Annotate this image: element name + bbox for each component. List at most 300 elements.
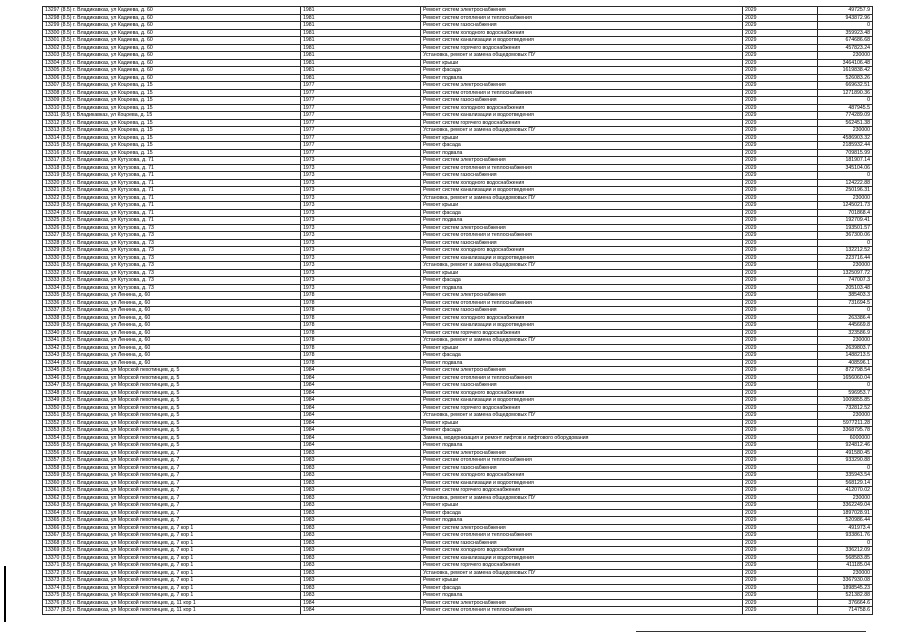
- cell-cost: 521382.88: [818, 592, 873, 600]
- table-row: [43, 524, 873, 532]
- cell-work-type: Ремонт систем холодного водоснабжения: [421, 389, 743, 397]
- cell-address: 13302 (8.5) г. Владикавказ, ул Кадиева, д. 60: [43, 44, 301, 52]
- cell-cost: 701868.4: [818, 209, 873, 217]
- cell-address: 13335 (8.5) г. Владикавказ, ул Ленина, д. 60: [43, 292, 301, 300]
- cell-plan-year: 2029: [743, 307, 818, 315]
- cell-address: 13303 (8.5) г. Владикавказ, ул Кадиева, д. 60: [43, 52, 301, 60]
- cell-build-year: 1978: [301, 352, 421, 360]
- cell-address: 13347 (8.5) г. Владикавказ, ул Морской пехотинцев, д. 5: [43, 382, 301, 390]
- cell-build-year: 1984: [301, 367, 421, 375]
- cell-build-year: 1983: [301, 577, 421, 585]
- cell-work-type: Ремонт систем отопления и теплоснабжения: [421, 607, 743, 615]
- table-row: [43, 607, 873, 615]
- cell-address: 13321 (8.5) г. Владикавказ, ул Кутузова, д. 71: [43, 187, 301, 195]
- cell-cost: 132212.52: [818, 247, 873, 255]
- cell-plan-year: 2029: [743, 104, 818, 112]
- cell-address: 13320 (8.5) г. Владикавказ, ул Кутузова, д. 71: [43, 179, 301, 187]
- cell-work-type: Установка, ремонт и замена общедомовых ПУ: [421, 569, 743, 577]
- cell-work-type: Ремонт подвала: [421, 149, 743, 157]
- table-row: [43, 292, 873, 300]
- cell-build-year: 1977: [301, 127, 421, 135]
- cell-plan-year: 2029: [743, 547, 818, 555]
- cell-cost: 230000: [818, 494, 873, 502]
- cell-build-year: 1983: [301, 554, 421, 562]
- cell-build-year: 1973: [301, 254, 421, 262]
- cell-address: 13369 (8.5) г. Владикавказ, ул Морской пехотинцев, д. 7 кор 1: [43, 547, 301, 555]
- table-row: [43, 584, 873, 592]
- cell-work-type: Ремонт систем холодного водоснабжения: [421, 29, 743, 37]
- cell-work-type: Ремонт систем отопления и теплоснабжения: [421, 457, 743, 465]
- cell-build-year: 1977: [301, 97, 421, 105]
- table-row: [43, 344, 873, 352]
- cell-cost: 1009855.85: [818, 397, 873, 405]
- cell-address: 13334 (8.5) г. Владикавказ, ул Кутузова, д. 73: [43, 284, 301, 292]
- cell-cost: 411185.04: [818, 562, 873, 570]
- cell-address: 13337 (8.5) г. Владикавказ, ул Ленина, д. 60: [43, 307, 301, 315]
- cell-build-year: 1984: [301, 404, 421, 412]
- cell-cost: 731694.5: [818, 299, 873, 307]
- cell-cost: 526083.26: [818, 74, 873, 82]
- cell-address: 13332 (8.5) г. Владикавказ, ул Кутузова, д. 73: [43, 269, 301, 277]
- cell-work-type: Ремонт фасада: [421, 584, 743, 592]
- cell-plan-year: 2029: [743, 457, 818, 465]
- cell-work-type: Ремонт крыши: [421, 59, 743, 67]
- table-row: [43, 434, 873, 442]
- cell-work-type: Ремонт подвала: [421, 592, 743, 600]
- table-row: [43, 284, 873, 292]
- cell-cost: 263386.4: [818, 314, 873, 322]
- cell-address: 13360 (8.5) г. Владикавказ, ул Морской пехотинцев, д. 7: [43, 479, 301, 487]
- cell-address: 13359 (8.5) г. Владикавказ, ул Морской пехотинцев, д. 7: [43, 472, 301, 480]
- cell-cost: 359923.48: [818, 29, 873, 37]
- cell-cost: 933861.76: [818, 532, 873, 540]
- cell-build-year: 1973: [301, 247, 421, 255]
- table-row: [43, 509, 873, 517]
- cell-address: 13314 (8.5) г. Владикавказ, ул Коцоева, д. 15: [43, 134, 301, 142]
- cell-work-type: Ремонт фасада: [421, 209, 743, 217]
- cell-plan-year: 2029: [743, 382, 818, 390]
- cell-address: 13318 (8.5) г. Владикавказ, ул Кутузова, д. 71: [43, 164, 301, 172]
- cell-plan-year: 2029: [743, 479, 818, 487]
- table-row: [43, 187, 873, 195]
- cell-plan-year: 2029: [743, 472, 818, 480]
- cell-build-year: 1981: [301, 37, 421, 45]
- cell-build-year: 1977: [301, 142, 421, 150]
- table-row: [43, 202, 873, 210]
- table-row: [43, 472, 873, 480]
- cell-plan-year: 2029: [743, 509, 818, 517]
- cell-cost: 3367930.08: [818, 577, 873, 585]
- cell-build-year: 1973: [301, 179, 421, 187]
- cell-build-year: 1983: [301, 539, 421, 547]
- cell-work-type: Ремонт подвала: [421, 284, 743, 292]
- cell-plan-year: 2029: [743, 554, 818, 562]
- table-row: [43, 127, 873, 135]
- cell-address: 13315 (8.5) г. Владикавказ, ул Коцоева, д. 15: [43, 142, 301, 150]
- cell-build-year: 1983: [301, 592, 421, 600]
- cell-work-type: Ремонт систем электроснабжения: [421, 224, 743, 232]
- cell-cost: 1271890.36: [818, 89, 873, 97]
- cell-plan-year: 2029: [743, 22, 818, 30]
- table-row: [43, 374, 873, 382]
- cell-build-year: 1983: [301, 562, 421, 570]
- cell-address: 13330 (8.5) г. Владикавказ, ул Кутузова, д. 73: [43, 254, 301, 262]
- cell-cost: 1619838.42: [818, 67, 873, 75]
- cell-work-type: Ремонт крыши: [421, 202, 743, 210]
- cell-address: 13299 (8.5) г. Владикавказ, ул Кадиева, д. 60: [43, 22, 301, 30]
- table-row: [43, 307, 873, 315]
- cell-plan-year: 2029: [743, 374, 818, 382]
- table-row: [43, 367, 873, 375]
- cell-build-year: 1978: [301, 344, 421, 352]
- cell-build-year: 1977: [301, 112, 421, 120]
- cell-plan-year: 2029: [743, 449, 818, 457]
- cell-work-type: Ремонт систем электроснабжения: [421, 292, 743, 300]
- cell-build-year: 1983: [301, 524, 421, 532]
- table-row: [43, 104, 873, 112]
- cell-work-type: Ремонт систем электроснабжения: [421, 449, 743, 457]
- cell-cost: 487945.5: [818, 104, 873, 112]
- cell-plan-year: 2029: [743, 149, 818, 157]
- cell-build-year: 1977: [301, 134, 421, 142]
- cell-plan-year: 2029: [743, 269, 818, 277]
- cell-build-year: 1981: [301, 22, 421, 30]
- cell-work-type: Ремонт систем электроснабжения: [421, 7, 743, 15]
- cell-address: 13300 (8.5) г. Владикавказ, ул Кадиева, д. 60: [43, 29, 301, 37]
- cell-address: 13340 (8.5) г. Владикавказ, ул Ленина, д. 60: [43, 329, 301, 337]
- cell-address: 13374 (8.5) г. Владикавказ, ул Морской пехотинцев, д. 7 кор 1: [43, 584, 301, 592]
- cell-build-year: 1977: [301, 89, 421, 97]
- cell-address: 13328 (8.5) г. Владикавказ, ул Кутузова, д. 73: [43, 239, 301, 247]
- cell-build-year: 1981: [301, 14, 421, 22]
- table-row: [43, 419, 873, 427]
- cell-build-year: 1973: [301, 202, 421, 210]
- table-row: [43, 14, 873, 22]
- cell-cost: 491580.45: [818, 449, 873, 457]
- cell-address: 13364 (8.5) г. Владикавказ, ул Морской пехотинцев, д. 7: [43, 509, 301, 517]
- cell-work-type: Ремонт систем электроснабжения: [421, 82, 743, 90]
- cell-work-type: Ремонт систем холодного водоснабжения: [421, 314, 743, 322]
- cell-work-type: Ремонт систем отопления и теплоснабжения: [421, 532, 743, 540]
- table-row: [43, 412, 873, 420]
- cell-plan-year: 2029: [743, 172, 818, 180]
- cell-plan-year: 2029: [743, 209, 818, 217]
- cell-work-type: Ремонт систем холодного водоснабжения: [421, 104, 743, 112]
- cell-plan-year: 2029: [743, 292, 818, 300]
- cell-build-year: 1973: [301, 164, 421, 172]
- table-row: [43, 329, 873, 337]
- table-row: [43, 247, 873, 255]
- cell-plan-year: 2029: [743, 419, 818, 427]
- cell-address: 13338 (8.5) г. Владикавказ, ул Ленина, д. 60: [43, 314, 301, 322]
- cell-build-year: 1981: [301, 67, 421, 75]
- cell-work-type: Установка, ремонт и замена общедомовых ПУ: [421, 52, 743, 60]
- table-body: [43, 7, 873, 615]
- cell-build-year: 1978: [301, 322, 421, 330]
- cell-plan-year: 2029: [743, 584, 818, 592]
- cell-address: 13376 (8.5) г. Владикавказ, ул Морской пехотинцев, д. 11 кор 1: [43, 599, 301, 607]
- cell-address: 13342 (8.5) г. Владикавказ, ул Ленина, д. 60: [43, 344, 301, 352]
- table-row: [43, 569, 873, 577]
- cell-cost: 412070.02: [818, 487, 873, 495]
- cell-address: 13317 (8.5) г. Владикавказ, ул Кутузова, д. 71: [43, 157, 301, 165]
- table-row: [43, 194, 873, 202]
- table-row: [43, 487, 873, 495]
- cell-address: 13305 (8.5) г. Владикавказ, ул Кадиева, д. 60: [43, 67, 301, 75]
- cell-cost: 0: [818, 22, 873, 30]
- cell-work-type: Ремонт систем отопления и теплоснабжения: [421, 164, 743, 172]
- table-row: [43, 382, 873, 390]
- cell-plan-year: 2029: [743, 412, 818, 420]
- cell-plan-year: 2029: [743, 577, 818, 585]
- cell-build-year: 1983: [301, 464, 421, 472]
- cell-work-type: Ремонт систем горячего водоснабжения: [421, 119, 743, 127]
- cell-cost: 3464106.48: [818, 59, 873, 67]
- cell-cost: 376664.6: [818, 599, 873, 607]
- cell-cost: 6000000: [818, 434, 873, 442]
- cell-work-type: Установка, ремонт и замена общедомовых ПУ: [421, 127, 743, 135]
- cell-cost: 230000: [818, 262, 873, 270]
- cell-address: 13352 (8.5) г. Владикавказ, ул Морской пехотинцев, д. 5: [43, 419, 301, 427]
- cell-plan-year: 2029: [743, 82, 818, 90]
- cell-build-year: 1973: [301, 224, 421, 232]
- cell-cost: 568583.85: [818, 554, 873, 562]
- cell-plan-year: 2029: [743, 517, 818, 525]
- cell-plan-year: 2029: [743, 284, 818, 292]
- cell-build-year: 1973: [301, 284, 421, 292]
- cell-plan-year: 2029: [743, 442, 818, 450]
- table-row: [43, 134, 873, 142]
- cell-plan-year: 2029: [743, 247, 818, 255]
- cell-plan-year: 2029: [743, 224, 818, 232]
- cell-build-year: 1973: [301, 217, 421, 225]
- cell-address: 13365 (8.5) г. Владикавказ, ул Морской пехотинцев, д. 7: [43, 517, 301, 525]
- cell-address: 13343 (8.5) г. Владикавказ, ул Ленина, д. 60: [43, 352, 301, 360]
- cell-cost: 1898545.23: [818, 584, 873, 592]
- cell-plan-year: 2029: [743, 404, 818, 412]
- cell-build-year: 1981: [301, 7, 421, 15]
- cell-address: 13373 (8.5) г. Владикавказ, ул Морской пехотинцев, д. 7 кор 1: [43, 577, 301, 585]
- cell-address: 13313 (8.5) г. Владикавказ, ул Коцоева, д. 15: [43, 127, 301, 135]
- cell-work-type: Ремонт систем электроснабжения: [421, 599, 743, 607]
- cell-cost: 933290.88: [818, 457, 873, 465]
- cell-build-year: 1983: [301, 509, 421, 517]
- cell-cost: 0: [818, 539, 873, 547]
- cell-work-type: Ремонт систем газоснабжения: [421, 307, 743, 315]
- cell-work-type: Ремонт подвала: [421, 359, 743, 367]
- cell-cost: 709815.99: [818, 149, 873, 157]
- cell-address: 13339 (8.5) г. Владикавказ, ул Ленина, д. 60: [43, 322, 301, 330]
- cell-work-type: Ремонт подвала: [421, 74, 743, 82]
- cell-work-type: Ремонт систем горячего водоснабжения: [421, 329, 743, 337]
- cell-address: 13367 (8.5) г. Владикавказ, ул Морской пехотинцев, д. 7 кор 1: [43, 532, 301, 540]
- table-row: [43, 29, 873, 37]
- table-row: [43, 359, 873, 367]
- table-row: [43, 44, 873, 52]
- table-row: [43, 322, 873, 330]
- cell-plan-year: 2029: [743, 97, 818, 105]
- cell-cost: 674686.68: [818, 37, 873, 45]
- cell-cost: 457823.24: [818, 44, 873, 52]
- table-row: [43, 314, 873, 322]
- cell-cost: 230000: [818, 52, 873, 60]
- cell-work-type: Замена, модернизация и ремонт лифтов и лифтового оборудования: [421, 434, 743, 442]
- cell-cost: 230000: [818, 569, 873, 577]
- cell-work-type: Ремонт крыши: [421, 344, 743, 352]
- cell-cost: 4586903.32: [818, 134, 873, 142]
- table-row: [43, 599, 873, 607]
- cell-address: 13348 (8.5) г. Владикавказ, ул Морской пехотинцев, д. 5: [43, 389, 301, 397]
- cell-cost: 3368795.78: [818, 427, 873, 435]
- cell-work-type: Ремонт систем газоснабжения: [421, 239, 743, 247]
- cell-plan-year: 2029: [743, 67, 818, 75]
- cell-build-year: 1981: [301, 59, 421, 67]
- table-row: [43, 149, 873, 157]
- cell-work-type: Ремонт систем горячего водоснабжения: [421, 404, 743, 412]
- cell-build-year: 1984: [301, 434, 421, 442]
- table-row: [43, 217, 873, 225]
- cell-address: 13304 (8.5) г. Владикавказ, ул Кадиева, д. 60: [43, 59, 301, 67]
- cell-work-type: Ремонт крыши: [421, 419, 743, 427]
- table-row: [43, 389, 873, 397]
- cell-build-year: 1981: [301, 52, 421, 60]
- cell-address: 13297 (8.5) г. Владикавказ, ул Кадиева, д. 60: [43, 7, 301, 15]
- cell-build-year: 1973: [301, 209, 421, 217]
- cell-cost: 445669.8: [818, 322, 873, 330]
- cell-plan-year: 2029: [743, 397, 818, 405]
- cell-plan-year: 2029: [743, 434, 818, 442]
- table-row: [43, 74, 873, 82]
- cell-cost: 774289.09: [818, 112, 873, 120]
- cell-plan-year: 2029: [743, 262, 818, 270]
- table-row: [43, 97, 873, 105]
- cell-plan-year: 2029: [743, 562, 818, 570]
- cell-cost: 943872.96: [818, 14, 873, 22]
- cell-build-year: 1973: [301, 157, 421, 165]
- cell-work-type: Ремонт фасада: [421, 277, 743, 285]
- cell-plan-year: 2029: [743, 337, 818, 345]
- table-row: [43, 112, 873, 120]
- cell-address: 13327 (8.5) г. Владикавказ, ул Кутузова, д. 73: [43, 232, 301, 240]
- table-row: [43, 337, 873, 345]
- table-row: [43, 427, 873, 435]
- cell-build-year: 1983: [301, 487, 421, 495]
- cell-plan-year: 2029: [743, 254, 818, 262]
- cell-work-type: Ремонт подвала: [421, 217, 743, 225]
- cell-address: 13310 (8.5) г. Владикавказ, ул Коцоева, д. 15: [43, 104, 301, 112]
- signature-line: [636, 631, 866, 632]
- cell-build-year: 1978: [301, 299, 421, 307]
- cell-plan-year: 2029: [743, 367, 818, 375]
- cell-address: 13346 (8.5) г. Владикавказ, ул Морской пехотинцев, д. 5: [43, 374, 301, 382]
- table-row: [43, 262, 873, 270]
- table-row: [43, 397, 873, 405]
- cell-work-type: Ремонт фасада: [421, 142, 743, 150]
- cell-build-year: 1977: [301, 119, 421, 127]
- cell-address: 13312 (8.5) г. Владикавказ, ул Коцоева, д. 15: [43, 119, 301, 127]
- cell-cost: 497257.9: [818, 7, 873, 15]
- cell-work-type: Ремонт систем канализации и водоотведения: [421, 554, 743, 562]
- cell-work-type: Ремонт систем канализации и водоотведения: [421, 322, 743, 330]
- cell-address: 13323 (8.5) г. Владикавказ, ул Кутузова, д. 71: [43, 202, 301, 210]
- cell-cost: 1245021.73: [818, 202, 873, 210]
- cell-address: 13306 (8.5) г. Владикавказ, ул Кадиева, д. 60: [43, 74, 301, 82]
- cell-work-type: Ремонт систем канализации и водоотведения: [421, 187, 743, 195]
- cell-cost: 223716.44: [818, 254, 873, 262]
- cell-address: 13362 (8.5) г. Владикавказ, ул Морской пехотинцев, д. 7: [43, 494, 301, 502]
- cell-address: 13344 (8.5) г. Владикавказ, ул Ленина, д. 60: [43, 359, 301, 367]
- cell-address: 13331 (8.5) г. Владикавказ, ул Кутузова, д. 73: [43, 262, 301, 270]
- left-margin-bar: [4, 566, 6, 622]
- cell-build-year: 1977: [301, 82, 421, 90]
- cell-plan-year: 2029: [743, 352, 818, 360]
- cell-cost: 0: [818, 464, 873, 472]
- cell-work-type: Установка, ремонт и замена общедомовых ПУ: [421, 262, 743, 270]
- cell-plan-year: 2029: [743, 7, 818, 15]
- cell-plan-year: 2029: [743, 127, 818, 135]
- cell-plan-year: 2029: [743, 164, 818, 172]
- cell-cost: 0: [818, 382, 873, 390]
- cell-cost: 124222.88: [818, 179, 873, 187]
- cell-work-type: Ремонт систем электроснабжения: [421, 367, 743, 375]
- cell-cost: 732812.52: [818, 404, 873, 412]
- table-row: [43, 299, 873, 307]
- cell-build-year: 1973: [301, 262, 421, 270]
- cell-plan-year: 2029: [743, 277, 818, 285]
- table-row: [43, 22, 873, 30]
- cell-address: 13341 (8.5) г. Владикавказ, ул Ленина, д. 60: [43, 337, 301, 345]
- cell-work-type: Ремонт систем газоснабжения: [421, 22, 743, 30]
- cell-work-type: Ремонт систем электроснабжения: [421, 157, 743, 165]
- cell-plan-year: 2029: [743, 464, 818, 472]
- cell-address: 13333 (8.5) г. Владикавказ, ул Кутузова, д. 73: [43, 277, 301, 285]
- cell-plan-year: 2029: [743, 599, 818, 607]
- cell-build-year: 1981: [301, 44, 421, 52]
- cell-plan-year: 2029: [743, 74, 818, 82]
- cell-address: 13370 (8.5) г. Владикавказ, ул Морской пехотинцев, д. 7 кор 1: [43, 554, 301, 562]
- cell-work-type: Ремонт систем холодного водоснабжения: [421, 247, 743, 255]
- cell-address: 13358 (8.5) г. Владикавказ, ул Морской пехотинцев, д. 7: [43, 464, 301, 472]
- cell-address: 13366 (8.5) г. Владикавказ, ул Морской пехотинцев, д. 7 кор 1: [43, 524, 301, 532]
- table-row: [43, 254, 873, 262]
- cell-cost: 1325097.72: [818, 269, 873, 277]
- cell-plan-year: 2029: [743, 89, 818, 97]
- cell-cost: 3362249.04: [818, 502, 873, 510]
- cell-build-year: 1984: [301, 374, 421, 382]
- cell-address: 13353 (8.5) г. Владикавказ, ул Морской пехотинцев, д. 5: [43, 427, 301, 435]
- cell-work-type: Ремонт систем холодного водоснабжения: [421, 472, 743, 480]
- cell-plan-year: 2029: [743, 194, 818, 202]
- cell-address: 13345 (8.5) г. Владикавказ, ул Морской пехотинцев, д. 5: [43, 367, 301, 375]
- cell-address: 13301 (8.5) г. Владикавказ, ул Кадиева, д. 60: [43, 37, 301, 45]
- cell-build-year: 1983: [301, 457, 421, 465]
- cell-address: 13309 (8.5) г. Владикавказ, ул Коцоева, д. 15: [43, 97, 301, 105]
- cell-plan-year: 2029: [743, 494, 818, 502]
- cell-build-year: 1973: [301, 187, 421, 195]
- cell-work-type: Установка, ремонт и замена общедомовых ПУ: [421, 412, 743, 420]
- cell-build-year: 1978: [301, 337, 421, 345]
- cell-address: 13326 (8.5) г. Владикавказ, ул Кутузова, д. 73: [43, 224, 301, 232]
- cell-address: 13371 (8.5) г. Владикавказ, ул Морской пехотинцев, д. 7 кор 1: [43, 562, 301, 570]
- cell-build-year: 1983: [301, 532, 421, 540]
- cell-address: 13329 (8.5) г. Владикавказ, ул Кутузова, д. 73: [43, 247, 301, 255]
- cell-address: 13311 (8.5) г. Владикавказ, ул Коцоева, д. 15: [43, 112, 301, 120]
- cell-address: 13377 (8.5) г. Владикавказ, ул Морской пехотинцев, д. 11 кор 1: [43, 607, 301, 615]
- cell-address: 13354 (8.5) г. Владикавказ, ул Морской пехотинцев, д. 5: [43, 434, 301, 442]
- cell-cost: 669632.51: [818, 82, 873, 90]
- cell-build-year: 1984: [301, 389, 421, 397]
- cell-work-type: Ремонт фасада: [421, 352, 743, 360]
